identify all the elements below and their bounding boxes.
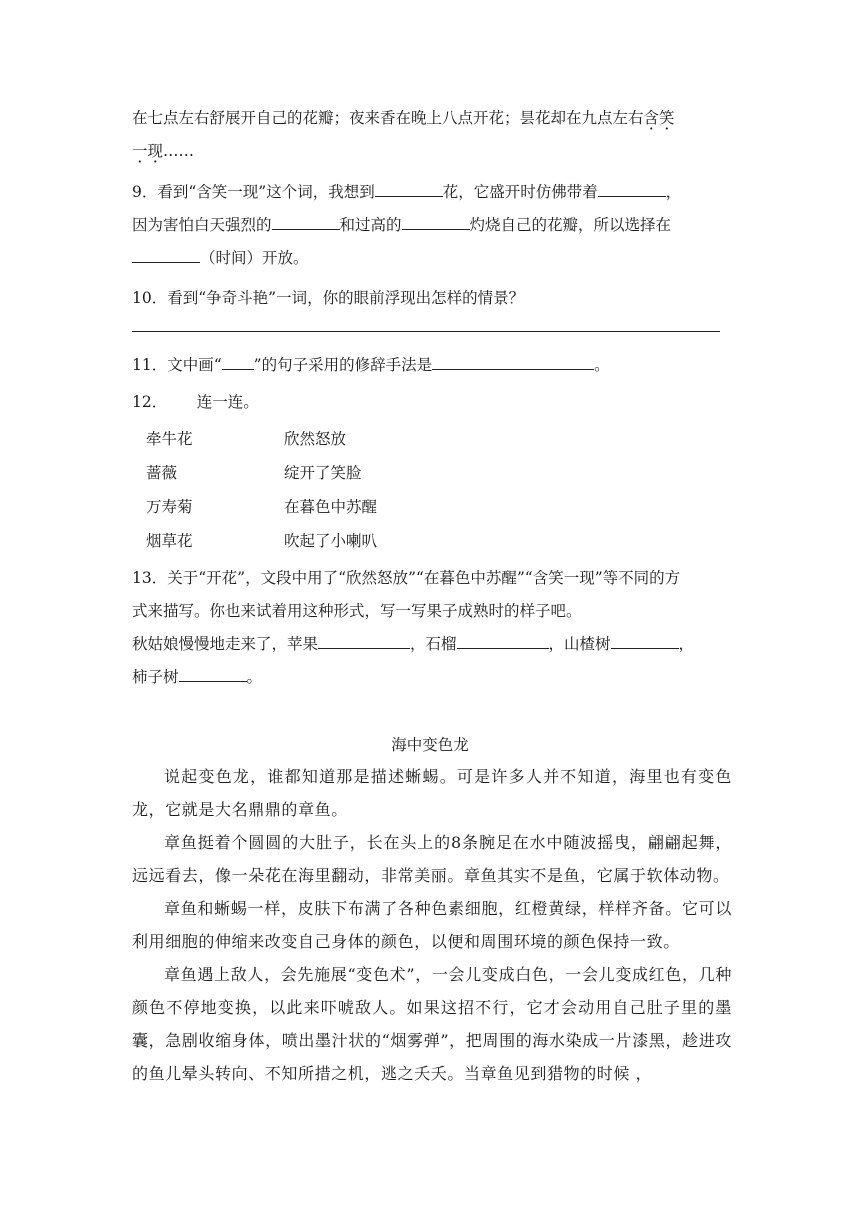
q9-text: 灼烧自己的花瓣，所以选择在 [469,216,672,234]
question-13-line-3 [132,632,694,654]
answer-blank[interactable] [402,215,470,230]
question-9-line-1 [132,180,681,202]
answer-blank[interactable] [132,248,200,263]
answer-blank[interactable] [318,634,410,649]
question-9-line-3 [132,246,309,268]
q9-text: 和过高的 [339,216,402,234]
article-paragraph: 章鱼和蜥蜴一样，皮肤下布满了各种色素细胞，红橙黄绿，样样齐备。它可以利用细胞的伸缩来改变自己身体的颜色，以便和周围环境的颜色保持一致。 [132,899,732,951]
continuation-text: 在七点左右舒展开自己的花瓣；夜来香在晚上八点开花；昙花却在九点左右 [132,109,644,127]
q11-text: ”的句子采用的修辞手法是 [253,356,433,374]
question-9-line-2 [132,213,671,235]
q13-text: ，石榴 [410,635,457,653]
article-paragraph: 章鱼遇上敌人，会先施展“变色术”，一会儿变成白色，一会儿变成红色，几种颜色不停地变换，以此来吓唬敌人。如果这招不行，它才会动用自己肚子里的墨囊，急剧收缩身体，喷出墨汁状的“烟雾弹”，把周围的海水染成一片漆黑，趁进攻的鱼儿晕头转向、不知所措之机，逃之夭夭。当章鱼见到猎物的时候 ， [132,965,732,1083]
q13-text: ， [678,635,695,653]
q11-text: 。 [594,356,610,374]
question-13-line-2 [132,599,582,621]
q13-text: 式来描写。你也来试着用这种形式，写一写果子成熟时的样子吧。 [132,602,582,620]
q13-text: 13．关于“开花”，文段中用了“欣然怒放”“在暮色中苏醒”“含笑一现”等不同的方 [132,569,681,587]
q9-text: 花，它盛开时仿佛带着 [442,183,598,201]
question-13-line-4 [132,665,262,687]
q12-text: 12． 连一连。 [132,393,259,411]
underline-sample [222,355,254,370]
match-right-item[interactable]: 绽开了笑脸 [284,464,362,482]
answer-blank[interactable] [375,182,443,197]
q13-text: 秋姑娘慢慢地走来了，苹果 [132,635,319,653]
q13-text: ，山楂树 [548,635,611,653]
q10-text: 10．看到“争奇斗艳”一词，你的眼前浮现出怎样的情景？ [132,289,525,307]
article-title: 海中变色龙 [391,736,469,754]
article-paragraph: 章鱼挺着个圆圆的大肚子，长在头上的8条腕足在水中随波摇曳，翩翩起舞，远远看去，像一朵花在海里翻动，非常美丽。章鱼其实不是鱼，它属于软体动物。 [132,833,732,885]
question-10 [132,286,524,308]
q13-text: 。 [246,668,263,686]
continuation-line-2 [132,139,194,161]
q9-text: ， [665,183,682,201]
q9-text: （时间）开放。 [200,249,309,267]
question-11 [132,353,610,375]
match-right-item[interactable]: 在暮色中苏醒 [284,498,378,516]
q9-text: 9．看到“含笑一现”这个词，我想到 [132,183,375,201]
match-left-item[interactable]: 烟草花 [146,532,193,550]
answer-blank[interactable] [457,634,549,649]
match-left-item[interactable]: 牵牛花 [146,430,193,448]
question-13-line-1 [132,566,680,588]
dotted-char: 笑 [659,109,675,127]
match-right-item[interactable]: 吹起了小喇叭 [284,532,378,550]
dotted-char: 一 [132,142,148,160]
match-right-item[interactable]: 欣然怒放 [284,430,347,448]
answer-blank[interactable] [179,667,247,682]
dotted-char: 现 [147,142,164,160]
answer-blank[interactable] [432,355,594,370]
answer-line[interactable] [132,331,720,332]
match-left-item[interactable]: 蔷薇 [146,464,178,482]
q13-text: 柿子树 [132,668,179,686]
answer-blank[interactable] [272,215,340,230]
q9-text: 因为害怕白天强烈的 [132,216,272,234]
answer-blank[interactable] [611,634,679,649]
dotted-char: 含 [643,109,660,127]
article-paragraph: 说起变色龙，谁都知道那是描述蜥蜴。可是许多人并不知道，海里也有变色龙，它就是大名鼎鼎的章鱼。 [132,767,732,819]
continuation-line-1 [132,106,675,128]
ellipsis: …… [163,142,195,160]
question-12 [132,390,259,412]
answer-blank[interactable] [598,182,666,197]
match-left-item[interactable]: 万寿菊 [146,498,193,516]
q11-text: 11．文中画“ [132,356,222,374]
